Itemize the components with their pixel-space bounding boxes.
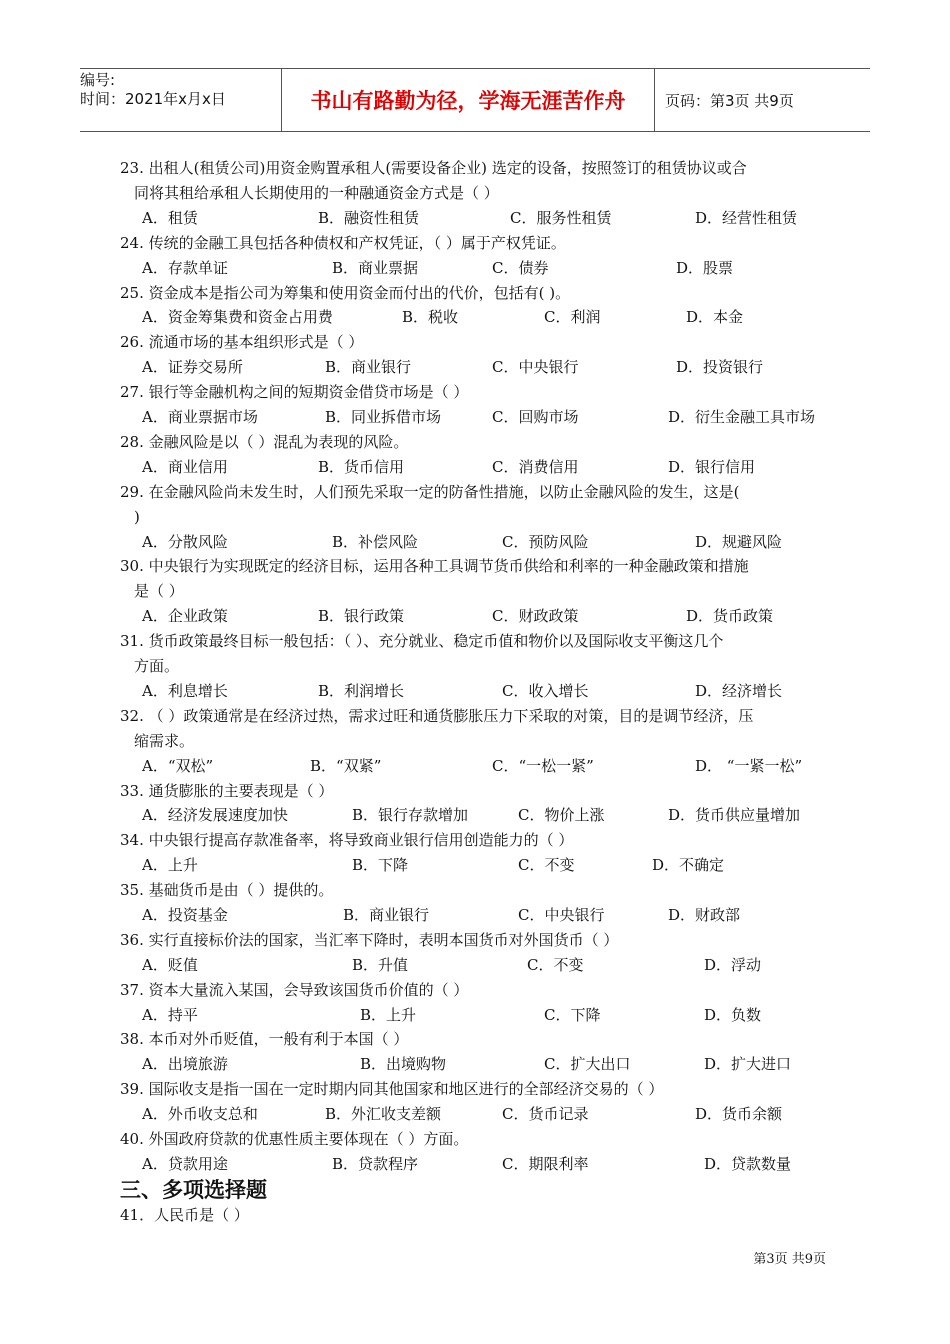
option-a: A．租赁: [142, 208, 198, 227]
option-d: D．负数: [704, 1005, 762, 1024]
option-c: C．利润: [544, 308, 601, 327]
question-text-continued: 是（ ）: [134, 582, 184, 601]
option-row: [120, 1152, 840, 1177]
question-item: [120, 978, 840, 1003]
option-c: C．财政政策: [492, 607, 579, 626]
option-a: A．经济发展速度加快: [142, 806, 288, 825]
option-b: B．税收: [402, 308, 459, 327]
question-text-continued: ): [134, 507, 140, 526]
option-d: D． “一紧一松”: [695, 756, 803, 775]
option-b: B．下降: [352, 856, 409, 875]
time-label: 时间：2021年x月x日: [80, 90, 226, 108]
option-c: C．扩大出口: [544, 1055, 631, 1074]
option-b: B．出境购物: [360, 1055, 447, 1074]
option-row: [120, 803, 840, 828]
question-text: 32. （ ）政策通常是在经济过热，需求过旺和通货膨胀压力下采取的对策，目的是调节经济，压: [120, 706, 754, 725]
question-item: 41．人民币是（ ）: [120, 1205, 249, 1224]
question-text: 25. 资金成本是指公司为筹集和使用资金而付出的代价，包括有( )。: [120, 283, 571, 302]
question-item: [120, 1127, 840, 1152]
option-row: [120, 455, 840, 480]
option-b: B．融资性租赁: [318, 208, 420, 227]
question-item: [120, 878, 840, 903]
option-a: A．企业政策: [142, 607, 228, 626]
question-text: 39. 国际收支是指一国在一定时期内同其他国家和地区进行的全部经济交易的（ ）: [120, 1080, 664, 1099]
option-d: D．经营性租赁: [695, 208, 798, 227]
question-text: 35. 基础货币是由（ ）提供的。: [120, 881, 334, 900]
question-text: 29. 在金融风险尚未发生时，人们预先采取一定的防备性措施，以防止金融风险的发生，这是(: [120, 482, 740, 501]
option-b: B．银行存款增加: [352, 806, 469, 825]
option-b: B．银行政策: [318, 607, 405, 626]
option-row: [120, 853, 840, 878]
page-header: [80, 68, 870, 132]
question-text-continued: 缩需求。: [134, 731, 195, 750]
option-d: D．衍生金融工具市场: [668, 408, 816, 426]
option-b: B．外汇收支差额: [325, 1105, 442, 1124]
option-a: A．利息增长: [142, 681, 228, 700]
option-d: D．扩大进口: [704, 1055, 792, 1074]
question-text: 40. 外国政府贷款的优惠性质主要体现在（ ）方面。: [120, 1130, 469, 1149]
question-item: [120, 828, 840, 853]
question-item: [120, 480, 840, 530]
option-row: [120, 305, 840, 330]
header-page-code: 页码：第3页 共9页: [665, 91, 794, 110]
question-text-continued: 同将其租给承租人长期使用的一种融通资金方式是（ ）: [134, 183, 499, 202]
option-a: A．投资基金: [142, 906, 228, 924]
option-b: B．商业银行: [325, 358, 412, 377]
option-row: [120, 604, 840, 629]
option-row: [120, 903, 840, 928]
option-row: [120, 1052, 840, 1077]
question-item: [120, 1077, 840, 1102]
option-d: D．规避风险: [695, 532, 783, 551]
option-c: C．不变: [527, 955, 584, 974]
option-row: [120, 679, 840, 704]
question-text: 31. 货币政策最终目标一般包括：（ ）、充分就业、稳定币值和物价以及国际收支平衡这几个: [120, 632, 724, 651]
question-item: [120, 629, 840, 679]
question-item: [120, 231, 840, 256]
question-item: [120, 156, 840, 206]
option-c: C．收入增长: [502, 681, 589, 700]
option-a: A．“双松”: [142, 756, 214, 775]
option-c: C．货币记录: [502, 1105, 589, 1124]
option-row: [120, 355, 840, 380]
number-label: 编号:: [80, 71, 116, 89]
option-a: A．持平: [142, 1005, 198, 1024]
option-d: D．贷款数量: [704, 1154, 792, 1173]
option-row: [120, 206, 840, 231]
option-c: C．中央银行: [492, 358, 579, 377]
question-text: 38. 本币对外币贬值，一般有利于本国（ ）: [120, 1030, 409, 1049]
page-footer: 第3页 共9页: [753, 1252, 826, 1267]
question-text: 27. 银行等金融机构之间的短期资金借贷市场是（ ）: [120, 383, 469, 402]
option-b: B．利润增长: [318, 681, 405, 700]
question-item: [120, 330, 840, 355]
question-text: 33. 通货膨胀的主要表现是（ ）: [120, 781, 334, 800]
header-motto: 书山有路勤为径，学海无涯苦作舟: [281, 69, 655, 131]
option-c: C．物价上涨: [518, 806, 605, 825]
question-item: [120, 554, 840, 604]
section-heading: 三、多项选择题: [120, 1177, 267, 1202]
option-c: C．中央银行: [518, 906, 605, 924]
question-text: 30. 中央银行为实现既定的经济目标，运用各种工具调节货币供给和利率的一种金融政策和措施: [120, 557, 749, 576]
option-row: [120, 1102, 840, 1127]
option-a: A．上升: [142, 856, 198, 875]
option-b: B．补偿风险: [332, 532, 419, 551]
option-b: B．上升: [360, 1005, 417, 1024]
option-b: B．同业拆借市场: [325, 408, 442, 426]
question-item: [120, 380, 840, 405]
option-a: A．贷款用途: [142, 1154, 228, 1173]
option-a: A．贬值: [142, 955, 198, 974]
option-a: A．证券交易所: [142, 358, 243, 377]
option-b: B．升值: [352, 955, 409, 974]
option-d: D．银行信用: [668, 457, 756, 476]
option-c: C．期限利率: [502, 1154, 589, 1173]
option-d: D．浮动: [704, 955, 762, 974]
question-text: 26. 流通市场的基本组织形式是（ ）: [120, 333, 364, 352]
option-c: C．下降: [544, 1005, 601, 1024]
option-a: A．商业信用: [142, 457, 228, 476]
option-d: D．股票: [676, 258, 734, 277]
option-row: [120, 1003, 840, 1028]
option-a: A．外币收支总和: [142, 1105, 258, 1124]
option-d: D．本金: [686, 308, 744, 327]
question-item: [120, 928, 840, 953]
question-text-continued: 方面。: [134, 657, 180, 675]
question-text: 37. 资本大量流入某国，会导致该国货币价值的（ ）: [120, 980, 469, 999]
option-c: C．“一松一紧”: [492, 756, 594, 775]
option-d: D．货币政策: [686, 607, 774, 626]
option-b: B．货币信用: [318, 457, 405, 476]
option-row: [120, 953, 840, 978]
option-d: D．货币余额: [695, 1105, 783, 1124]
option-row: [120, 754, 840, 779]
option-d: D．经济增长: [695, 681, 783, 700]
option-c: C．预防风险: [502, 532, 589, 551]
option-a: A．资金筹集费和资金占用费: [142, 308, 333, 327]
question-item: [120, 704, 840, 754]
option-c: C．不变: [518, 856, 575, 875]
option-b: B．贷款程序: [332, 1154, 419, 1173]
option-c: C．服务性租赁: [510, 208, 612, 227]
option-row: [120, 256, 840, 281]
question-text: 34. 中央银行提高存款准备率，将导致商业银行信用创造能力的（ ）: [120, 831, 574, 850]
option-a: A．出境旅游: [142, 1055, 228, 1074]
option-d: D．不确定: [652, 856, 725, 875]
question-item: [120, 779, 840, 804]
header-info: [80, 69, 280, 133]
question-list: [120, 156, 840, 1228]
option-row: [120, 530, 840, 555]
option-a: A．存款单证: [142, 258, 228, 277]
option-row: [120, 405, 840, 430]
question-text: 36. 实行直接标价法的国家，当汇率下降时，表明本国货币对外国货币（ ）: [120, 930, 619, 949]
question-text: 24. 传统的金融工具包括各种债权和产权凭证，（ ）属于产权凭证。: [120, 233, 566, 252]
option-b: B．商业票据: [332, 258, 419, 277]
option-d: D．财政部: [668, 906, 741, 924]
option-a: A．商业票据市场: [142, 408, 258, 426]
option-d: D．投资银行: [676, 358, 764, 377]
question-item: [120, 281, 840, 306]
question-item: [120, 1027, 840, 1052]
option-b: B．“双紧”: [310, 756, 382, 775]
option-c: C．债券: [492, 258, 549, 277]
option-c: C．回购市场: [492, 408, 579, 426]
question-text: 23. 出租人(租赁公司)用资金购置承租人(需要设备企业) 选定的设备，按照签订的租赁协议或合: [120, 159, 747, 177]
option-b: B．商业银行: [343, 906, 430, 924]
option-a: A．分散风险: [142, 532, 228, 551]
question-text: 28. 金融风险是以（ ）混乱为表现的风险。: [120, 432, 409, 451]
option-c: C．消费信用: [492, 457, 579, 476]
question-item: [120, 430, 840, 455]
option-d: D．货币供应量增加: [668, 806, 801, 825]
